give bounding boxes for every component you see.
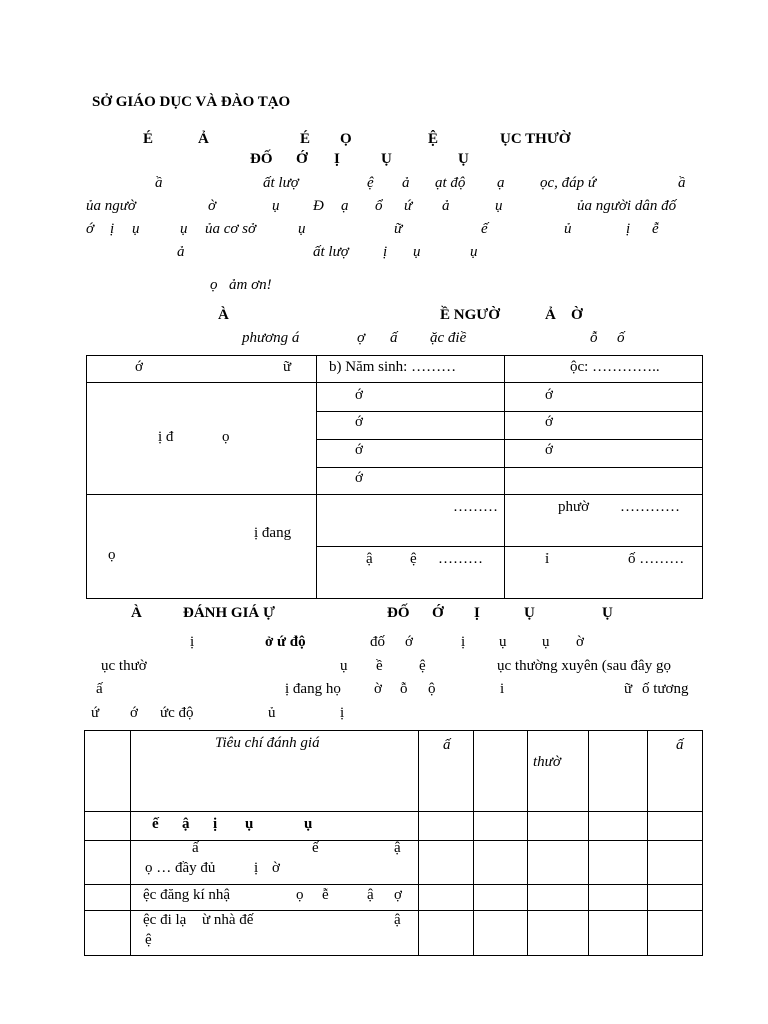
table2-border-line — [84, 730, 85, 956]
intro-text-fragment: ụ — [272, 198, 280, 214]
intro-text-fragment: ất lượ — [313, 244, 349, 260]
instructions-text-fragment: ục thường xuyên (sau đây gọ — [497, 658, 671, 674]
table1-address-label: ọ — [108, 547, 116, 563]
instructions-text-fragment: ủ — [268, 705, 276, 721]
table1-option-text: ớ — [355, 387, 363, 403]
instructions-text-fragment: ấ — [96, 681, 103, 697]
instructions-text-fragment: ệ — [419, 658, 426, 674]
table1-option-text: ớ — [545, 387, 553, 403]
section2-heading-fragment: ĐÁNH GIÁ Ự — [183, 605, 275, 621]
intro-text-fragment: ị — [110, 221, 115, 237]
table1-cell-text: ………… — [620, 499, 680, 515]
section1-subtitle-fragment: ặc điề — [430, 330, 467, 346]
table2-criterion-text: ừ nhà đế — [202, 912, 254, 928]
instructions-text-fragment: ục thườ — [101, 658, 147, 674]
section2-heading-fragment: Ị — [474, 605, 480, 621]
table2-criterion-text: ậ — [394, 840, 401, 856]
table2-border-line — [647, 730, 648, 956]
intro-text-fragment: ạ — [341, 198, 349, 214]
section1-heading-fragment: Ờ — [571, 307, 583, 323]
form-title-fragment: Ả — [198, 131, 209, 147]
intro-text-fragment: ế — [481, 221, 488, 237]
table2-header-criteria: Tiêu chí đánh giá — [215, 735, 320, 751]
table2-header-text: ấ — [676, 737, 684, 753]
intro-text-fragment: ờ — [208, 198, 217, 214]
table2-criterion-text: ờ — [272, 860, 280, 876]
table2-group-heading: ậ — [182, 816, 190, 832]
instructions-text-fragment: ị — [190, 634, 195, 650]
instructions-text-fragment: ớ — [130, 705, 138, 721]
table1-cell-text: ữ — [283, 359, 292, 375]
table1-border-line — [86, 355, 703, 356]
table2-header-text: ấ — [443, 737, 451, 753]
intro-text-fragment: ụ — [413, 244, 421, 260]
table1-border-line — [316, 546, 703, 547]
table1-cell-text: ệ — [410, 551, 417, 567]
instructions-text-fragment: ở ứ độ — [265, 634, 306, 650]
birth-year-field: b) Năm sinh: ……… — [329, 359, 457, 375]
table1-cell-text: ỉ — [545, 551, 550, 567]
table2-criterion-text: ế — [312, 840, 319, 856]
table2-criterion-text: ệc đi lạ — [143, 912, 187, 928]
table2-border-line — [588, 730, 589, 956]
section1-heading-fragment: Ề NGƯỜ — [440, 307, 500, 323]
intro-text-fragment: ạ — [497, 175, 505, 191]
table2-border-line — [84, 955, 703, 956]
table1-group-label: ị đ — [158, 429, 174, 445]
intro-text-fragment: ứ — [404, 198, 413, 214]
table1-border-line — [316, 439, 703, 440]
section1-subtitle-fragment: ố — [617, 330, 625, 346]
instructions-text-fragment: ị — [340, 705, 345, 721]
thanks-text-fragment: ọ — [210, 277, 218, 293]
intro-text-fragment: ủ — [564, 221, 572, 237]
instructions-text-fragment: i — [500, 681, 505, 697]
table2-header-text: thườ — [533, 754, 561, 770]
form-title-fragment: É — [143, 131, 154, 147]
table1-border-line — [316, 467, 703, 468]
table1-option-text: ớ — [545, 442, 553, 458]
section2-heading-fragment: ĐỐ — [387, 605, 410, 621]
intro-text-fragment: ữ — [394, 221, 403, 237]
form-title-fragment: Ụ — [381, 151, 392, 167]
table2-border-line — [84, 811, 703, 812]
instructions-text-fragment: ị đang họ — [285, 681, 341, 697]
intro-text-fragment: ả — [177, 244, 185, 260]
table1-option-text: ớ — [355, 470, 363, 486]
table1-cell-text: ……… — [453, 499, 498, 515]
table2-group-heading: ế — [152, 816, 159, 832]
table2-border-line — [473, 730, 474, 956]
table2-criterion-text: ệ — [145, 932, 152, 948]
intro-text-fragment: ất lượ — [263, 175, 299, 191]
intro-text-fragment: ọc, đáp ứ — [540, 175, 597, 191]
table2-border-line — [527, 730, 528, 956]
form-title-fragment: Ệ — [428, 131, 439, 147]
intro-text-fragment: ủa cơ sở — [205, 221, 257, 237]
table2-group-heading: ụ — [304, 816, 313, 832]
table2-criterion-text: ợ — [394, 887, 402, 903]
section2-heading-fragment: Ớ — [432, 605, 444, 621]
section1-subtitle-fragment: phương á — [242, 330, 300, 346]
table2-group-heading: ị — [213, 816, 218, 832]
instructions-text-fragment: ớ — [405, 634, 413, 650]
intro-text-fragment: ị — [383, 244, 388, 260]
table2-border-line — [84, 884, 703, 885]
section2-heading-fragment: Ụ — [524, 605, 535, 621]
intro-text-fragment: ả — [402, 175, 410, 191]
section1-subtitle-fragment: ỗ — [590, 330, 598, 346]
table1-border-line — [316, 355, 317, 599]
table2-criterion-text: ị — [254, 860, 259, 876]
instructions-text-fragment: đố — [370, 634, 385, 650]
instructions-text-fragment: ờ — [374, 681, 382, 697]
form-title-fragment: É — [300, 131, 311, 147]
table2-criterion-text: ậ — [394, 912, 401, 928]
table2-criterion-text: ấ — [192, 840, 199, 856]
table1-cell-text: phườ — [558, 499, 590, 515]
intro-text-fragment: ầ — [678, 175, 686, 191]
table1-group-label: ọ — [222, 429, 230, 445]
intro-text-fragment: Đ — [313, 198, 324, 214]
intro-text-fragment: ụ — [180, 221, 188, 237]
thanks-text-fragment: ảm ơn! — [229, 277, 272, 293]
table1-cell-text: ớ — [135, 359, 143, 375]
table2-group-heading: ụ — [245, 816, 254, 832]
table2-border-line — [418, 730, 419, 956]
section1-heading-fragment: À — [218, 307, 229, 323]
instructions-text-fragment: ề — [376, 658, 383, 674]
table1-border-line — [86, 355, 87, 599]
intro-text-fragment: ầ — [155, 175, 163, 191]
intro-text-fragment: ạt độ — [435, 175, 466, 191]
table1-cell-text: ……… — [438, 551, 483, 567]
instructions-text-fragment: ữ — [624, 681, 633, 697]
table1-option-text: ớ — [355, 414, 363, 430]
intro-text-fragment: ủa ngườ — [86, 198, 136, 214]
form-title-fragment: ỤC THƯỜ — [500, 131, 571, 147]
table1-border-line — [316, 411, 703, 412]
instructions-text-fragment: ỗ — [400, 681, 408, 697]
table1-cell-text: ộc: ………….. — [570, 359, 660, 375]
instructions-text-fragment: ứ — [91, 705, 100, 721]
intro-text-fragment: ớ — [86, 221, 95, 237]
form-title-fragment: Ọ — [340, 131, 352, 147]
section1-heading-fragment: Ả — [545, 307, 556, 323]
section2-heading-fragment: Ụ — [602, 605, 613, 621]
intro-text-fragment: ủa người dân đố — [577, 198, 677, 214]
table2-criterion-text: ậ — [367, 887, 374, 903]
instructions-text-fragment: ức độ — [160, 705, 194, 721]
table1-option-text: ớ — [545, 414, 553, 430]
intro-text-fragment: ệ — [367, 175, 374, 191]
form-title-fragment: Ị — [334, 151, 340, 167]
intro-text-fragment: ụ — [132, 221, 140, 237]
section1-subtitle-fragment: ợ — [357, 330, 366, 346]
agency-name: SỞ GIÁO DỤC VÀ ĐÀO TẠO — [92, 94, 291, 110]
intro-text-fragment: ụ — [470, 244, 478, 260]
form-title-fragment: ĐỐ — [250, 151, 273, 167]
table2-criterion-text: ễ — [322, 887, 329, 903]
form-title-fragment: Ụ — [458, 151, 469, 167]
table1-cell-text: ậ — [366, 551, 373, 567]
table2-criterion-text: ọ — [296, 887, 304, 903]
intro-text-fragment: ụ — [298, 221, 306, 237]
table2-criterion-text: ệc đăng kí nhậ — [143, 887, 231, 903]
table1-border-line — [702, 355, 703, 599]
instructions-text-fragment: ộ — [428, 681, 436, 697]
table2-border-line — [84, 730, 703, 731]
intro-text-fragment: ả — [442, 198, 450, 214]
instructions-text-fragment: ụ — [499, 634, 507, 650]
table1-border-line — [86, 382, 703, 383]
instructions-text-fragment: ố tương — [642, 681, 689, 697]
table1-address-label: ị đang — [254, 525, 292, 541]
table1-border-line — [86, 494, 703, 495]
intro-text-fragment: ị — [626, 221, 631, 237]
table1-cell-text: ố ……… — [628, 551, 685, 567]
section1-subtitle-fragment: ấ — [390, 330, 398, 346]
intro-text-fragment: ụ — [495, 198, 503, 214]
table2-criterion-text: ọ … đầy đủ — [145, 860, 216, 876]
instructions-text-fragment: ụ — [542, 634, 550, 650]
table1-border-line — [86, 598, 703, 599]
instructions-text-fragment: ị — [461, 634, 466, 650]
table1-option-text: ớ — [355, 442, 363, 458]
form-title-fragment: Ớ — [296, 151, 308, 167]
table2-border-line — [130, 730, 131, 956]
intro-text-fragment: ổ — [375, 198, 383, 214]
intro-text-fragment: ễ — [652, 221, 659, 237]
table2-border-line — [702, 730, 703, 956]
section2-heading-fragment: À — [131, 605, 142, 621]
instructions-text-fragment: ụ — [340, 658, 348, 674]
table1-border-line — [504, 355, 505, 599]
instructions-text-fragment: ờ — [576, 634, 584, 650]
